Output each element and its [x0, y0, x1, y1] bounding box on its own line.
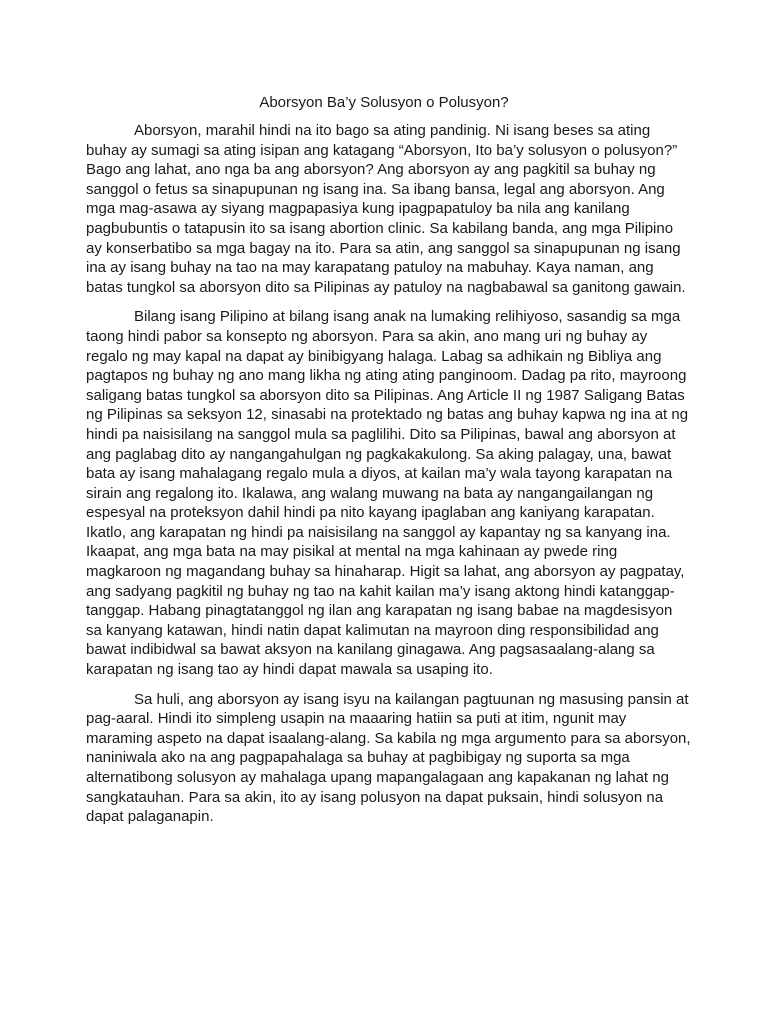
paragraph-argument: Bilang isang Pilipino at bilang isang anak na lumaking relihiyoso, sasandig sa mga taong hindi pabor sa konsepto ng aborsyon. Para sa akin, ano mang uri ng buhay ay regalo ng may kapal na dapat ay binibigyang halaga. Labag sa adhikain ng Bibliya ang pagtapos ng buhay ng ano mang likha ng ating ating panginoom. Dadag pa rito, mayroong saligang batas tungkol sa aborsyon dito sa Pilipinas. Ang Article II ng 1987 Saligang Batas ng Pilipinas sa seksyon 12, sinasabi na protektado ng batas ang buhay kapwa ng ina at ng hindi pa naisisilang na sanggol mula sa paglilihi. Dito sa Pilipinas, bawal ang aborsyon at ang paglabag dito ay nangangahulgan ng pagkakakulong. Sa aking palagay, una, bawat bata ay isang mahalagang regalo mula a diyos, at kailan ma’y wala tayong karapatan na sirain ang regalong ito. Ikalawa, ang walang muwang na bata ay nangangailangan ng espesyal na proteksyon dahil hindi pa nito kayang ipaglaban ang kaniyang karapatan. Ikatlo, ang karapatan ng hindi pa naisisilang na sanggol ay kapantay ng sa kanyang ina. Ikaapat, ang mga bata na may pisikal at mental na mga kahinaan ay pwede ring magkaroon ng magandang buhay sa hinaharap. Higit sa lahat, ang aborsyon ay pagpatay, ang sadyang pagkitil ng buhay ng tao na kahit kailan ma’y isang aktong hindi katanggap-tanggap. Habang pinagtatanggol ng ilan ang karapatan ng isang babae na magdesisyon sa kanyang katawan, hindi natin dapat kalimutan na mayroon ding responsibilidad ang bawat indibidwal sa bawat aksyon na kanilang ginagawa. Ang pagsasaalang-alang sa karapatan ng isang tao ay hindi dapat mawala sa usaping ito. [86, 308, 689, 679]
paragraph-intro: Aborsyon, marahil hindi na ito bago sa ating pandinig. Ni isang beses sa ating buhay ay sumagi sa ating isipan ang katagang “Aborsyon, Ito ba’y solusyon o polusyon?” Bago ang lahat, ano nga ba ang aborsyon? Ang aborsyon ay ang pagkitil sa buhay ng sanggol o fetus sa sinapupunan ng isang ina. Sa ibang bansa, legal ang aborsyon. Ang mga mag-asawa ay siyang magpapasiya kung ipagpapatuloy ba nila ang kanilang pagbubuntis o tatapusin ito sa isang abortion clinic. Sa kabilang banda, ang mga Pilipino ay konserbatibo sa mga bagay na ito. Para sa atin, ang sanggol sa sinapupunan ng isang ina ay isang buhay na tao na may karapatang patuloy na mabuhay. Kaya naman, ang batas tungkol sa aborsyon dito sa Pilipinas ay patuloy na nagbabawal sa ganitong gawain. [86, 122, 686, 296]
document-title: Aborsyon Ba’y Solusyon o Polusyon? [259, 94, 509, 111]
paragraph-conclusion: Sa huli, ang aborsyon ay isang isyu na kailangan pagtuunan ng masusing pansin at pag-aaral. Hindi ito simpleng usapin na maaaring hatiin sa puti at itim, ngunit may maraming aspeto na dapat isaalang-alang. Sa kabila ng mga argumento para sa aborsyon, naniniwala ako na ang pagpapahalaga sa buhay at pagbibigay ng suporta sa mga alternatibong solusyon ay mahalaga upang mapangalagaan ang kapakanan ng lahat ng sangkatauhan. Para sa akin, ito ay isang polusyon na dapat puksain, hindi solusyon na dapat palaganapin. [86, 690, 691, 826]
document-body [86, 121, 692, 837]
